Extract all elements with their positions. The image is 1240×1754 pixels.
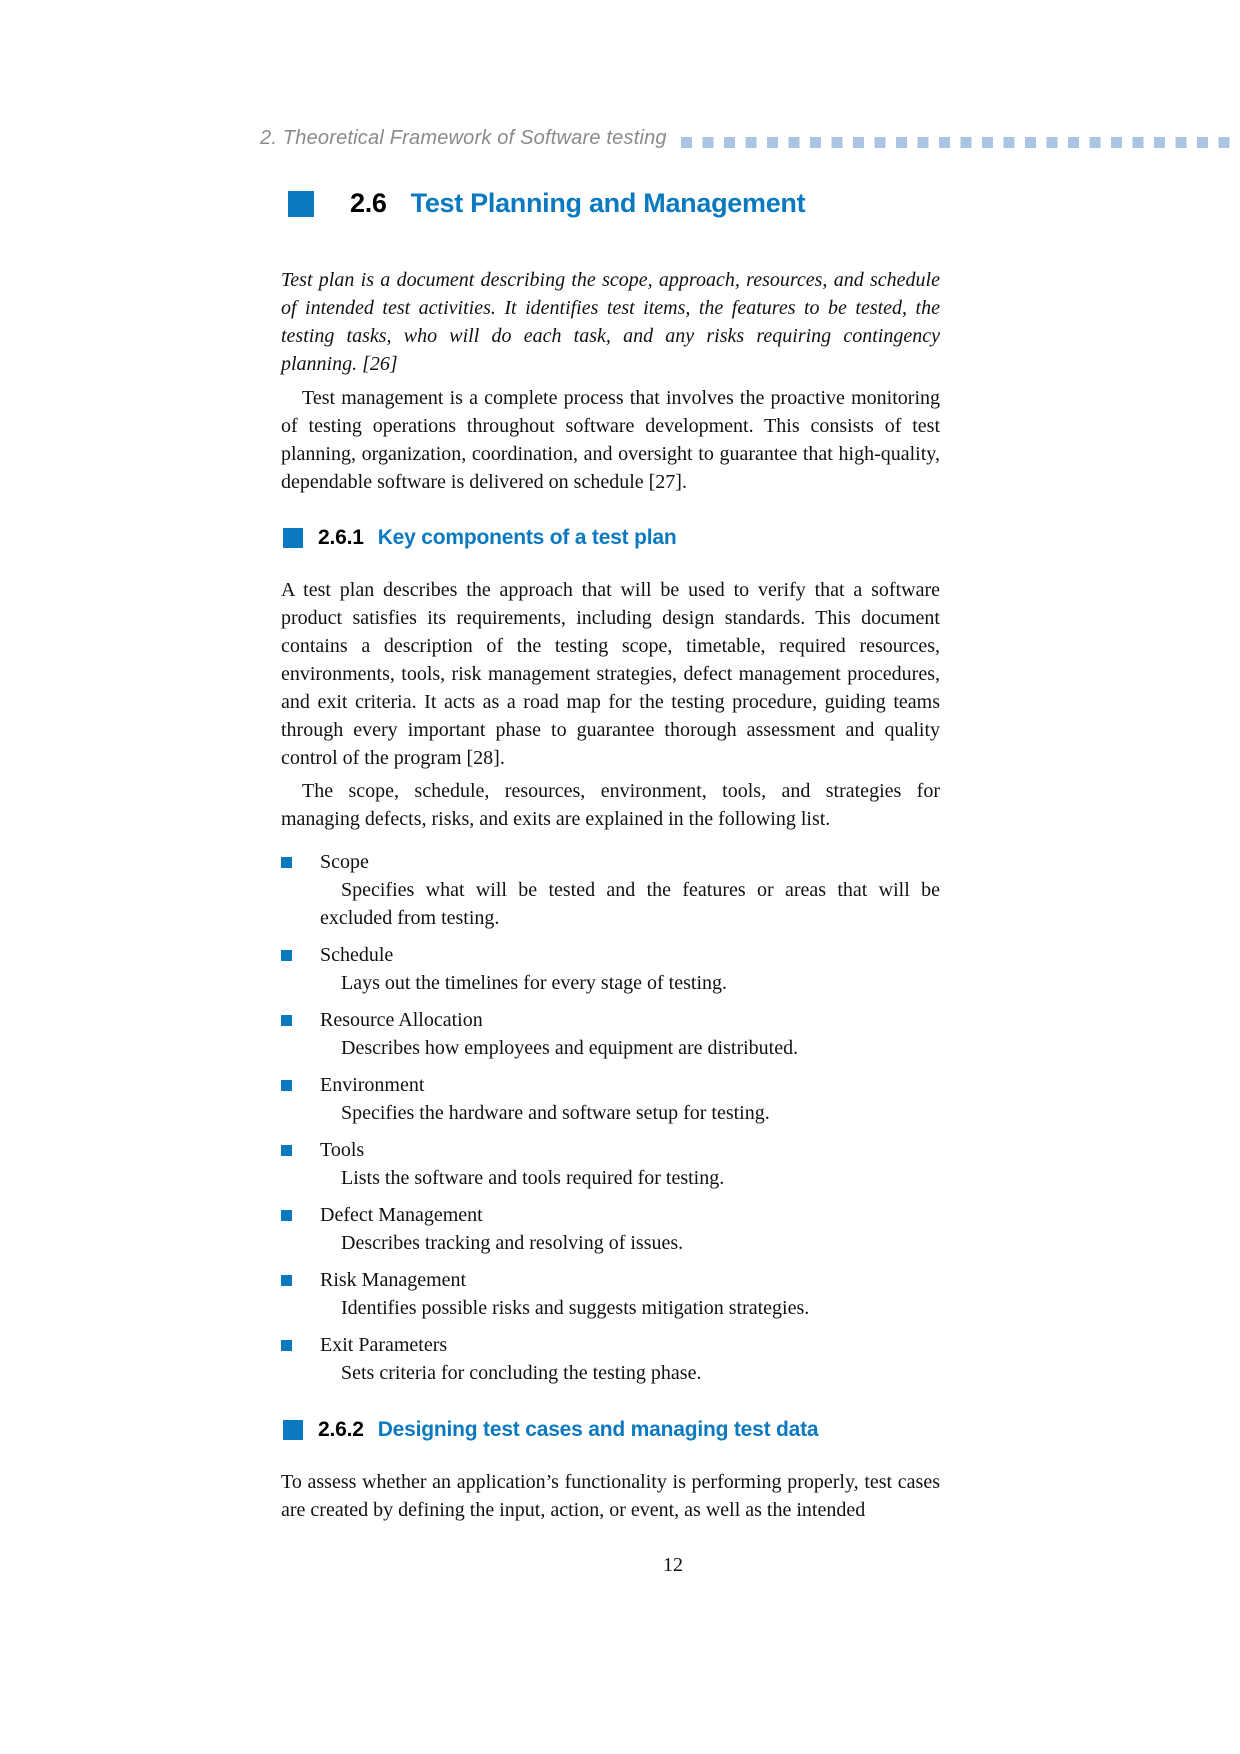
test-plan-components-list xyxy=(281,848,940,1396)
bullet-square-icon xyxy=(281,1210,292,1221)
list-item-term-row xyxy=(281,1331,940,1359)
bullet-square-icon xyxy=(281,1145,292,1156)
subsection-number: 2.6.1 xyxy=(318,526,364,549)
subsection-square-icon xyxy=(283,528,303,548)
testcases-paragraph: To assess whether an application’s functionality is performing properly, test cases are created by defining the input, action, or event, as well as the intended xyxy=(281,1471,940,1521)
bullet-square-icon xyxy=(281,1015,292,1026)
list-item xyxy=(281,1071,940,1127)
list-item-term: Tools xyxy=(320,1139,365,1161)
list-item-term-row xyxy=(281,1006,940,1034)
list-item xyxy=(281,1331,940,1387)
list-item-term: Schedule xyxy=(320,944,394,966)
section-square-icon xyxy=(288,191,314,217)
list-item-term: Environment xyxy=(320,1074,425,1096)
list-item-description: Describes how employees and equipment are distributed. xyxy=(341,1037,799,1059)
definition-quote-paragraph: Test plan is a document describing the scope, approach, resources, and schedule of intended test activities. It identifies test items, the features to be tested, the testing tasks, who will do each task, and any risks requiring contingency planning. [26] xyxy=(281,269,940,375)
list-item-description: Describes tracking and resolving of issues. xyxy=(341,1232,684,1254)
list-item-term: Scope xyxy=(320,851,369,873)
list-item xyxy=(281,941,940,997)
list-item-description: Identifies possible risks and suggests mitigation strategies. xyxy=(341,1297,810,1319)
list-item xyxy=(281,1136,940,1192)
list-item-description: Lays out the timelines for every stage of testing. xyxy=(341,972,728,994)
running-header xyxy=(260,126,1240,150)
running-header-title: 2. Theoretical Framework of Software testing xyxy=(260,127,667,149)
list-item xyxy=(281,1006,940,1062)
section-number: 2.6 xyxy=(350,188,387,218)
list-item-term-row xyxy=(281,1266,940,1294)
list-item-term-row xyxy=(281,848,940,876)
subsection-heading-261 xyxy=(283,526,676,550)
list-item xyxy=(281,1266,940,1322)
list-item xyxy=(281,848,940,932)
page-number: 12 xyxy=(663,1554,683,1576)
list-item-term-row xyxy=(281,941,940,969)
list-lead-paragraph: The scope, schedule, resources, environment, tools, and strategies for managing defects, risks, and exits are explained in the following list. xyxy=(281,780,940,830)
testplan-paragraph: A test plan describes the approach that will be used to verify that a software product satisfies its requirements, including design standards. This document contains a description of the testing scope, timetable, required resources, environments, tools, risk management strategies, defect management procedures, and exit criteria. It acts as a road map for the testing procedure, guiding teams through every important phase to guarantee thorough assessment and quality control of the program [28]. xyxy=(281,579,940,769)
section-title: Test Planning and Management xyxy=(410,188,806,218)
list-item-term: Risk Management xyxy=(320,1269,467,1291)
list-item-term: Exit Parameters xyxy=(320,1334,448,1356)
list-item-term-row xyxy=(281,1201,940,1229)
header-dotted-rule-icon xyxy=(681,137,1240,148)
list-item-term-row xyxy=(281,1136,940,1164)
subsection-square-icon xyxy=(283,1420,303,1440)
subsection-number: 2.6.2 xyxy=(318,1418,364,1441)
list-item-term-row xyxy=(281,1071,940,1099)
section-heading xyxy=(288,188,805,219)
bullet-square-icon xyxy=(281,1275,292,1286)
list-item-term: Resource Allocation xyxy=(320,1009,483,1031)
list-item-description: Sets criteria for concluding the testing phase. xyxy=(341,1362,702,1384)
bullet-square-icon xyxy=(281,1340,292,1351)
list-item-description: Lists the software and tools required for testing. xyxy=(341,1167,725,1189)
list-item-description: Specifies the hardware and software setup for testing. xyxy=(341,1102,770,1124)
subsection-title: Key components of a test plan xyxy=(377,526,677,549)
list-item xyxy=(281,1201,940,1257)
subsection-heading-262 xyxy=(283,1418,818,1442)
list-item-term: Defect Management xyxy=(320,1204,483,1226)
subsection-title: Designing test cases and managing test data xyxy=(377,1418,819,1441)
bullet-square-icon xyxy=(281,857,292,868)
list-item-description: Specifies what will be tested and the features or areas that will be excluded from testing. xyxy=(320,879,940,929)
bullet-square-icon xyxy=(281,950,292,961)
intro-paragraph: Test management is a complete process that involves the proactive monitoring of testing operations throughout software development. This consists of test planning, organization, coordination, and oversight to guarantee that high-quality, dependable software is delivered on schedule [27]. xyxy=(281,387,940,493)
bullet-square-icon xyxy=(281,1080,292,1091)
